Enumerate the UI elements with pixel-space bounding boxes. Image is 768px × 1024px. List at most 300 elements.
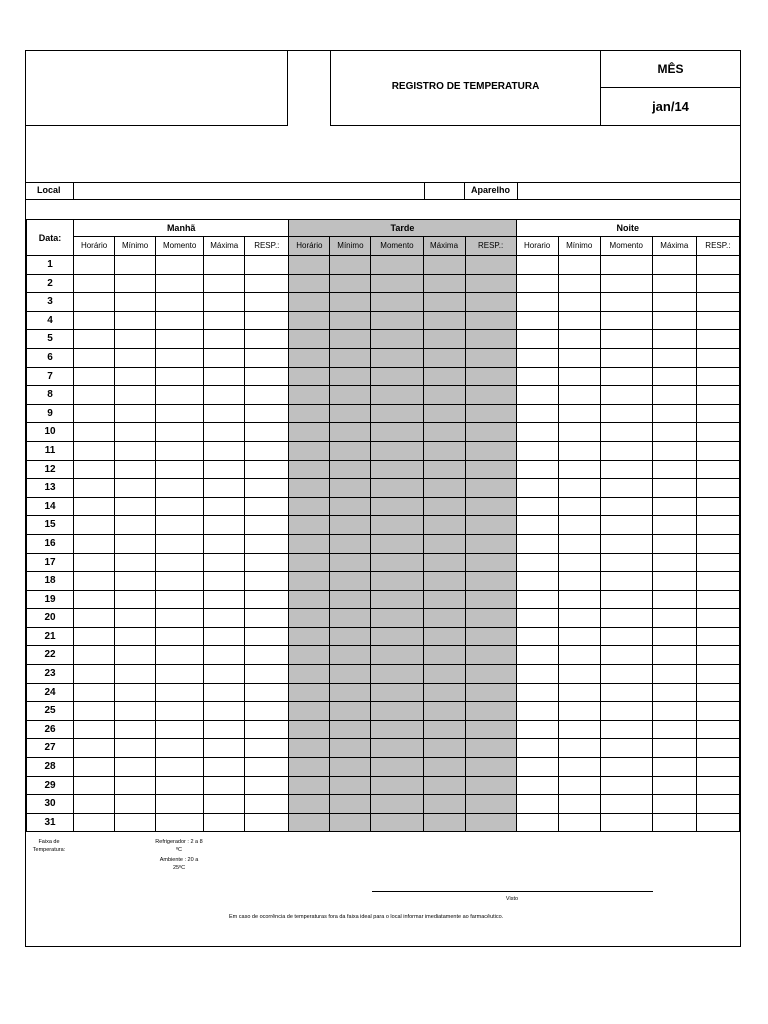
- entry-cell[interactable]: [204, 572, 245, 591]
- entry-cell[interactable]: [516, 534, 558, 553]
- entry-cell[interactable]: [465, 460, 516, 479]
- entry-cell[interactable]: [245, 702, 289, 721]
- entry-cell[interactable]: [330, 776, 371, 795]
- entry-cell[interactable]: [330, 423, 371, 442]
- entry-cell[interactable]: [204, 739, 245, 758]
- entry-cell[interactable]: [156, 627, 204, 646]
- entry-cell[interactable]: [465, 256, 516, 275]
- entry-cell[interactable]: [516, 293, 558, 312]
- entry-cell[interactable]: [156, 423, 204, 442]
- entry-cell[interactable]: [245, 479, 289, 498]
- entry-cell[interactable]: [696, 330, 739, 349]
- entry-cell[interactable]: [423, 516, 465, 535]
- entry-cell[interactable]: [465, 423, 516, 442]
- entry-cell[interactable]: [652, 609, 696, 628]
- entry-cell[interactable]: [423, 311, 465, 330]
- entry-cell[interactable]: [245, 497, 289, 516]
- entry-cell[interactable]: [289, 627, 330, 646]
- entry-cell[interactable]: [204, 348, 245, 367]
- entry-cell[interactable]: [204, 590, 245, 609]
- entry-cell[interactable]: [558, 758, 600, 777]
- entry-cell[interactable]: [156, 386, 204, 405]
- entry-cell[interactable]: [423, 609, 465, 628]
- local-field-extra[interactable]: [425, 182, 465, 200]
- entry-cell[interactable]: [115, 330, 156, 349]
- entry-cell[interactable]: [371, 646, 423, 665]
- entry-cell[interactable]: [330, 646, 371, 665]
- entry-cell[interactable]: [115, 293, 156, 312]
- entry-cell[interactable]: [423, 423, 465, 442]
- entry-cell[interactable]: [74, 516, 115, 535]
- entry-cell[interactable]: [696, 423, 739, 442]
- entry-cell[interactable]: [516, 609, 558, 628]
- entry-cell[interactable]: [558, 590, 600, 609]
- entry-cell[interactable]: [330, 293, 371, 312]
- entry-cell[interactable]: [558, 516, 600, 535]
- entry-cell[interactable]: [74, 274, 115, 293]
- entry-cell[interactable]: [652, 497, 696, 516]
- entry-cell[interactable]: [245, 404, 289, 423]
- entry-cell[interactable]: [115, 776, 156, 795]
- entry-cell[interactable]: [652, 590, 696, 609]
- entry-cell[interactable]: [74, 497, 115, 516]
- entry-cell[interactable]: [423, 404, 465, 423]
- entry-cell[interactable]: [423, 367, 465, 386]
- entry-cell[interactable]: [516, 367, 558, 386]
- entry-cell[interactable]: [696, 590, 739, 609]
- entry-cell[interactable]: [465, 572, 516, 591]
- entry-cell[interactable]: [652, 404, 696, 423]
- entry-cell[interactable]: [465, 609, 516, 628]
- entry-cell[interactable]: [156, 441, 204, 460]
- entry-cell[interactable]: [74, 404, 115, 423]
- entry-cell[interactable]: [115, 386, 156, 405]
- entry-cell[interactable]: [423, 256, 465, 275]
- entry-cell[interactable]: [371, 293, 423, 312]
- entry-cell[interactable]: [371, 795, 423, 814]
- entry-cell[interactable]: [465, 367, 516, 386]
- entry-cell[interactable]: [558, 553, 600, 572]
- entry-cell[interactable]: [600, 367, 652, 386]
- entry-cell[interactable]: [74, 330, 115, 349]
- entry-cell[interactable]: [330, 330, 371, 349]
- entry-cell[interactable]: [371, 441, 423, 460]
- entry-cell[interactable]: [115, 739, 156, 758]
- entry-cell[interactable]: [156, 665, 204, 684]
- entry-cell[interactable]: [245, 665, 289, 684]
- entry-cell[interactable]: [204, 665, 245, 684]
- entry-cell[interactable]: [371, 627, 423, 646]
- entry-cell[interactable]: [204, 256, 245, 275]
- entry-cell[interactable]: [558, 311, 600, 330]
- entry-cell[interactable]: [558, 497, 600, 516]
- entry-cell[interactable]: [74, 386, 115, 405]
- entry-cell[interactable]: [516, 479, 558, 498]
- entry-cell[interactable]: [600, 516, 652, 535]
- entry-cell[interactable]: [600, 534, 652, 553]
- entry-cell[interactable]: [516, 274, 558, 293]
- entry-cell[interactable]: [558, 274, 600, 293]
- entry-cell[interactable]: [330, 534, 371, 553]
- entry-cell[interactable]: [204, 609, 245, 628]
- entry-cell[interactable]: [371, 423, 423, 442]
- entry-cell[interactable]: [330, 702, 371, 721]
- entry-cell[interactable]: [600, 553, 652, 572]
- aparelho-field[interactable]: [517, 182, 740, 200]
- entry-cell[interactable]: [156, 795, 204, 814]
- entry-cell[interactable]: [558, 479, 600, 498]
- entry-cell[interactable]: [330, 386, 371, 405]
- entry-cell[interactable]: [600, 776, 652, 795]
- entry-cell[interactable]: [465, 720, 516, 739]
- entry-cell[interactable]: [371, 274, 423, 293]
- entry-cell[interactable]: [600, 720, 652, 739]
- entry-cell[interactable]: [465, 702, 516, 721]
- entry-cell[interactable]: [204, 274, 245, 293]
- entry-cell[interactable]: [245, 609, 289, 628]
- entry-cell[interactable]: [330, 553, 371, 572]
- entry-cell[interactable]: [696, 367, 739, 386]
- entry-cell[interactable]: [74, 441, 115, 460]
- entry-cell[interactable]: [204, 553, 245, 572]
- entry-cell[interactable]: [156, 683, 204, 702]
- entry-cell[interactable]: [696, 516, 739, 535]
- entry-cell[interactable]: [204, 330, 245, 349]
- entry-cell[interactable]: [371, 367, 423, 386]
- entry-cell[interactable]: [516, 497, 558, 516]
- entry-cell[interactable]: [558, 423, 600, 442]
- entry-cell[interactable]: [115, 534, 156, 553]
- entry-cell[interactable]: [115, 441, 156, 460]
- entry-cell[interactable]: [516, 646, 558, 665]
- entry-cell[interactable]: [289, 311, 330, 330]
- entry-cell[interactable]: [74, 367, 115, 386]
- entry-cell[interactable]: [74, 702, 115, 721]
- entry-cell[interactable]: [289, 590, 330, 609]
- entry-cell[interactable]: [245, 293, 289, 312]
- entry-cell[interactable]: [652, 646, 696, 665]
- entry-cell[interactable]: [558, 330, 600, 349]
- entry-cell[interactable]: [74, 609, 115, 628]
- entry-cell[interactable]: [516, 553, 558, 572]
- entry-cell[interactable]: [465, 553, 516, 572]
- entry-cell[interactable]: [423, 274, 465, 293]
- entry-cell[interactable]: [465, 311, 516, 330]
- entry-cell[interactable]: [652, 367, 696, 386]
- entry-cell[interactable]: [465, 758, 516, 777]
- entry-cell[interactable]: [558, 441, 600, 460]
- entry-cell[interactable]: [156, 609, 204, 628]
- entry-cell[interactable]: [289, 683, 330, 702]
- entry-cell[interactable]: [115, 646, 156, 665]
- entry-cell[interactable]: [423, 776, 465, 795]
- entry-cell[interactable]: [516, 720, 558, 739]
- entry-cell[interactable]: [465, 534, 516, 553]
- entry-cell[interactable]: [204, 534, 245, 553]
- entry-cell[interactable]: [330, 404, 371, 423]
- entry-cell[interactable]: [74, 739, 115, 758]
- entry-cell[interactable]: [696, 609, 739, 628]
- entry-cell[interactable]: [74, 423, 115, 442]
- entry-cell[interactable]: [330, 572, 371, 591]
- entry-cell[interactable]: [558, 627, 600, 646]
- entry-cell[interactable]: [465, 813, 516, 832]
- entry-cell[interactable]: [156, 460, 204, 479]
- entry-cell[interactable]: [115, 665, 156, 684]
- entry-cell[interactable]: [245, 720, 289, 739]
- entry-cell[interactable]: [558, 609, 600, 628]
- entry-cell[interactable]: [330, 609, 371, 628]
- entry-cell[interactable]: [652, 534, 696, 553]
- entry-cell[interactable]: [600, 795, 652, 814]
- entry-cell[interactable]: [423, 293, 465, 312]
- entry-cell[interactable]: [516, 311, 558, 330]
- entry-cell[interactable]: [558, 404, 600, 423]
- entry-cell[interactable]: [289, 497, 330, 516]
- entry-cell[interactable]: [371, 813, 423, 832]
- entry-cell[interactable]: [245, 441, 289, 460]
- entry-cell[interactable]: [423, 386, 465, 405]
- entry-cell[interactable]: [423, 590, 465, 609]
- entry-cell[interactable]: [330, 627, 371, 646]
- entry-cell[interactable]: [115, 256, 156, 275]
- entry-cell[interactable]: [600, 441, 652, 460]
- entry-cell[interactable]: [371, 516, 423, 535]
- entry-cell[interactable]: [696, 665, 739, 684]
- entry-cell[interactable]: [115, 404, 156, 423]
- entry-cell[interactable]: [423, 553, 465, 572]
- entry-cell[interactable]: [156, 404, 204, 423]
- entry-cell[interactable]: [156, 534, 204, 553]
- entry-cell[interactable]: [115, 590, 156, 609]
- entry-cell[interactable]: [696, 348, 739, 367]
- entry-cell[interactable]: [516, 572, 558, 591]
- entry-cell[interactable]: [156, 497, 204, 516]
- entry-cell[interactable]: [115, 702, 156, 721]
- entry-cell[interactable]: [115, 609, 156, 628]
- entry-cell[interactable]: [600, 813, 652, 832]
- entry-cell[interactable]: [558, 702, 600, 721]
- entry-cell[interactable]: [74, 460, 115, 479]
- entry-cell[interactable]: [600, 348, 652, 367]
- entry-cell[interactable]: [289, 702, 330, 721]
- entry-cell[interactable]: [245, 776, 289, 795]
- entry-cell[interactable]: [289, 776, 330, 795]
- entry-cell[interactable]: [371, 720, 423, 739]
- entry-cell[interactable]: [156, 256, 204, 275]
- entry-cell[interactable]: [423, 720, 465, 739]
- entry-cell[interactable]: [245, 274, 289, 293]
- entry-cell[interactable]: [330, 256, 371, 275]
- entry-cell[interactable]: [516, 256, 558, 275]
- entry-cell[interactable]: [516, 404, 558, 423]
- entry-cell[interactable]: [115, 497, 156, 516]
- entry-cell[interactable]: [289, 609, 330, 628]
- entry-cell[interactable]: [115, 572, 156, 591]
- entry-cell[interactable]: [652, 665, 696, 684]
- entry-cell[interactable]: [204, 423, 245, 442]
- entry-cell[interactable]: [696, 553, 739, 572]
- entry-cell[interactable]: [289, 795, 330, 814]
- entry-cell[interactable]: [289, 739, 330, 758]
- entry-cell[interactable]: [423, 572, 465, 591]
- entry-cell[interactable]: [423, 665, 465, 684]
- entry-cell[interactable]: [115, 367, 156, 386]
- entry-cell[interactable]: [652, 330, 696, 349]
- entry-cell[interactable]: [289, 720, 330, 739]
- entry-cell[interactable]: [423, 479, 465, 498]
- entry-cell[interactable]: [156, 293, 204, 312]
- entry-cell[interactable]: [600, 423, 652, 442]
- entry-cell[interactable]: [74, 534, 115, 553]
- entry-cell[interactable]: [289, 330, 330, 349]
- entry-cell[interactable]: [204, 683, 245, 702]
- entry-cell[interactable]: [115, 758, 156, 777]
- entry-cell[interactable]: [465, 739, 516, 758]
- entry-cell[interactable]: [558, 348, 600, 367]
- entry-cell[interactable]: [74, 572, 115, 591]
- entry-cell[interactable]: [423, 795, 465, 814]
- entry-cell[interactable]: [204, 646, 245, 665]
- entry-cell[interactable]: [371, 758, 423, 777]
- entry-cell[interactable]: [204, 404, 245, 423]
- entry-cell[interactable]: [558, 795, 600, 814]
- entry-cell[interactable]: [156, 274, 204, 293]
- entry-cell[interactable]: [600, 665, 652, 684]
- entry-cell[interactable]: [371, 404, 423, 423]
- entry-cell[interactable]: [371, 665, 423, 684]
- entry-cell[interactable]: [516, 813, 558, 832]
- entry-cell[interactable]: [289, 293, 330, 312]
- entry-cell[interactable]: [516, 702, 558, 721]
- entry-cell[interactable]: [289, 572, 330, 591]
- entry-cell[interactable]: [558, 367, 600, 386]
- entry-cell[interactable]: [245, 311, 289, 330]
- entry-cell[interactable]: [204, 367, 245, 386]
- entry-cell[interactable]: [371, 553, 423, 572]
- entry-cell[interactable]: [245, 534, 289, 553]
- entry-cell[interactable]: [289, 404, 330, 423]
- entry-cell[interactable]: [465, 348, 516, 367]
- entry-cell[interactable]: [600, 497, 652, 516]
- entry-cell[interactable]: [115, 795, 156, 814]
- entry-cell[interactable]: [516, 776, 558, 795]
- entry-cell[interactable]: [558, 776, 600, 795]
- entry-cell[interactable]: [289, 813, 330, 832]
- entry-cell[interactable]: [289, 758, 330, 777]
- entry-cell[interactable]: [74, 720, 115, 739]
- entry-cell[interactable]: [558, 534, 600, 553]
- entry-cell[interactable]: [289, 646, 330, 665]
- entry-cell[interactable]: [600, 479, 652, 498]
- entry-cell[interactable]: [465, 497, 516, 516]
- entry-cell[interactable]: [371, 497, 423, 516]
- entry-cell[interactable]: [289, 441, 330, 460]
- entry-cell[interactable]: [245, 367, 289, 386]
- entry-cell[interactable]: [423, 497, 465, 516]
- entry-cell[interactable]: [156, 553, 204, 572]
- entry-cell[interactable]: [516, 516, 558, 535]
- entry-cell[interactable]: [245, 330, 289, 349]
- entry-cell[interactable]: [600, 609, 652, 628]
- entry-cell[interactable]: [156, 367, 204, 386]
- entry-cell[interactable]: [204, 293, 245, 312]
- entry-cell[interactable]: [516, 423, 558, 442]
- entry-cell[interactable]: [600, 590, 652, 609]
- entry-cell[interactable]: [74, 348, 115, 367]
- entry-cell[interactable]: [74, 311, 115, 330]
- entry-cell[interactable]: [204, 813, 245, 832]
- entry-cell[interactable]: [696, 441, 739, 460]
- entry-cell[interactable]: [652, 813, 696, 832]
- entry-cell[interactable]: [204, 795, 245, 814]
- entry-cell[interactable]: [652, 441, 696, 460]
- entry-cell[interactable]: [156, 516, 204, 535]
- entry-cell[interactable]: [652, 386, 696, 405]
- entry-cell[interactable]: [204, 460, 245, 479]
- entry-cell[interactable]: [465, 293, 516, 312]
- entry-cell[interactable]: [74, 758, 115, 777]
- entry-cell[interactable]: [289, 274, 330, 293]
- entry-cell[interactable]: [423, 683, 465, 702]
- entry-cell[interactable]: [245, 516, 289, 535]
- entry-cell[interactable]: [204, 386, 245, 405]
- entry-cell[interactable]: [204, 497, 245, 516]
- entry-cell[interactable]: [289, 534, 330, 553]
- entry-cell[interactable]: [74, 683, 115, 702]
- entry-cell[interactable]: [558, 720, 600, 739]
- entry-cell[interactable]: [115, 311, 156, 330]
- entry-cell[interactable]: [289, 423, 330, 442]
- entry-cell[interactable]: [516, 665, 558, 684]
- entry-cell[interactable]: [465, 404, 516, 423]
- entry-cell[interactable]: [696, 683, 739, 702]
- entry-cell[interactable]: [330, 460, 371, 479]
- entry-cell[interactable]: [245, 423, 289, 442]
- entry-cell[interactable]: [465, 386, 516, 405]
- entry-cell[interactable]: [516, 330, 558, 349]
- entry-cell[interactable]: [696, 274, 739, 293]
- entry-cell[interactable]: [289, 665, 330, 684]
- entry-cell[interactable]: [696, 293, 739, 312]
- entry-cell[interactable]: [74, 776, 115, 795]
- entry-cell[interactable]: [600, 293, 652, 312]
- entry-cell[interactable]: [156, 813, 204, 832]
- entry-cell[interactable]: [696, 646, 739, 665]
- entry-cell[interactable]: [600, 683, 652, 702]
- entry-cell[interactable]: [74, 665, 115, 684]
- entry-cell[interactable]: [600, 627, 652, 646]
- entry-cell[interactable]: [465, 683, 516, 702]
- entry-cell[interactable]: [115, 516, 156, 535]
- entry-cell[interactable]: [600, 274, 652, 293]
- entry-cell[interactable]: [465, 627, 516, 646]
- entry-cell[interactable]: [423, 813, 465, 832]
- entry-cell[interactable]: [516, 683, 558, 702]
- entry-cell[interactable]: [371, 572, 423, 591]
- entry-cell[interactable]: [74, 553, 115, 572]
- entry-cell[interactable]: [371, 534, 423, 553]
- entry-cell[interactable]: [652, 720, 696, 739]
- entry-cell[interactable]: [245, 627, 289, 646]
- entry-cell[interactable]: [245, 590, 289, 609]
- entry-cell[interactable]: [696, 497, 739, 516]
- entry-cell[interactable]: [245, 460, 289, 479]
- entry-cell[interactable]: [245, 683, 289, 702]
- entry-cell[interactable]: [115, 683, 156, 702]
- entry-cell[interactable]: [600, 256, 652, 275]
- entry-cell[interactable]: [423, 534, 465, 553]
